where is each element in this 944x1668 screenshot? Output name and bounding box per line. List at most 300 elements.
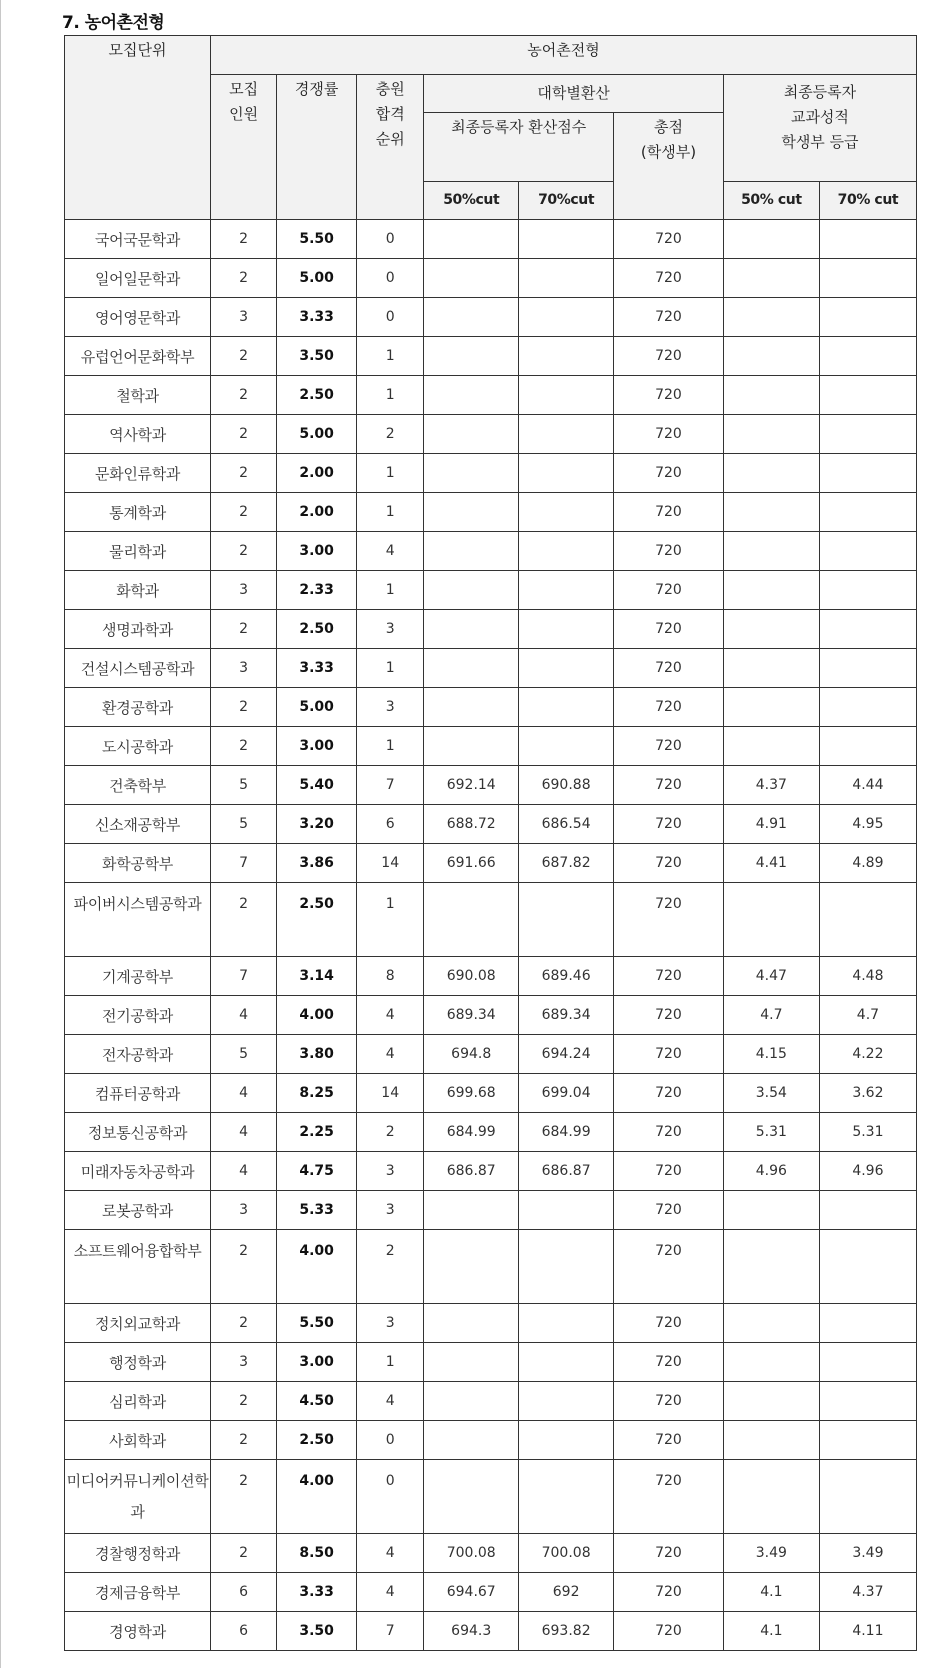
cell-grade-50: 4.41	[723, 844, 819, 883]
cell-grade-70: 4.89	[819, 844, 916, 883]
cell-score-50	[424, 1343, 519, 1382]
cell-score-50	[424, 298, 519, 337]
cell-score-70: 693.82	[519, 1612, 614, 1651]
cell-total: 720	[614, 1382, 724, 1421]
cell-grade-70	[819, 1230, 916, 1304]
cell-quota: 2	[211, 493, 277, 532]
cell-score-70	[519, 337, 614, 376]
cell-rate: 4.00	[277, 996, 357, 1035]
cell-score-50	[424, 649, 519, 688]
cell-score-70	[519, 1191, 614, 1230]
cell-total: 720	[614, 493, 724, 532]
cell-total: 720	[614, 1612, 724, 1651]
cell-quota: 2	[211, 1382, 277, 1421]
cell-quota: 2	[211, 1230, 277, 1304]
cell-quota: 3	[211, 649, 277, 688]
cell-score-50	[424, 571, 519, 610]
cell-total: 720	[614, 1035, 724, 1074]
cell-grade-70	[819, 1343, 916, 1382]
cell-grade-70	[819, 298, 916, 337]
table-row	[65, 1304, 917, 1343]
cell-total: 720	[614, 844, 724, 883]
cell-grade-70	[819, 883, 916, 957]
cell-grade-50: 4.15	[723, 1035, 819, 1074]
cell-fill-rank: 1	[357, 454, 424, 493]
cell-quota: 3	[211, 298, 277, 337]
cell-grade-70	[819, 532, 916, 571]
cell-fill-rank: 3	[357, 688, 424, 727]
cell-score-50	[424, 883, 519, 957]
cell-unit: 통계학과	[65, 493, 211, 532]
cell-rate: 5.40	[277, 766, 357, 805]
table-row	[65, 1035, 917, 1074]
cell-grade-50	[723, 649, 819, 688]
cell-quota: 4	[211, 1113, 277, 1152]
header-quota-line2: 인원	[229, 105, 259, 123]
cell-unit: 경제금융학부	[65, 1573, 211, 1612]
cell-fill-rank: 6	[357, 805, 424, 844]
table-row	[65, 337, 917, 376]
cell-total: 720	[614, 610, 724, 649]
cell-score-70	[519, 727, 614, 766]
cell-grade-70: 3.62	[819, 1074, 916, 1113]
cell-score-50: 691.66	[424, 844, 519, 883]
cell-grade-50: 5.31	[723, 1113, 819, 1152]
cell-unit: 파이버시스템공학과	[65, 883, 211, 957]
cell-score-70: 686.87	[519, 1152, 614, 1191]
cell-fill-rank: 0	[357, 1460, 424, 1534]
cell-total: 720	[614, 883, 724, 957]
cell-unit: 국어국문학과	[65, 220, 211, 259]
cell-total: 720	[614, 415, 724, 454]
cell-unit: 전자공학과	[65, 1035, 211, 1074]
cell-fill-rank: 1	[357, 883, 424, 957]
cell-grade-70	[819, 1382, 916, 1421]
cell-quota: 4	[211, 1152, 277, 1191]
cell-unit: 전기공학과	[65, 996, 211, 1035]
cell-score-50	[424, 688, 519, 727]
cell-total: 720	[614, 1230, 724, 1304]
cell-grade-70: 4.7	[819, 996, 916, 1035]
cell-grade-70	[819, 610, 916, 649]
cell-score-50	[424, 259, 519, 298]
cell-grade-50	[723, 259, 819, 298]
cell-quota: 2	[211, 220, 277, 259]
cell-grade-50	[723, 1230, 819, 1304]
cell-total: 720	[614, 1421, 724, 1460]
cell-fill-rank: 0	[357, 298, 424, 337]
cell-grade-70	[819, 1460, 916, 1534]
cell-rate: 2.33	[277, 571, 357, 610]
cell-grade-50	[723, 337, 819, 376]
cell-score-50	[424, 1382, 519, 1421]
cell-quota: 2	[211, 376, 277, 415]
cell-quota: 2	[211, 259, 277, 298]
header-grade-50: 50% cut	[723, 182, 819, 220]
cell-score-50: 699.68	[424, 1074, 519, 1113]
cell-total: 720	[614, 1152, 724, 1191]
cell-score-50: 689.34	[424, 996, 519, 1035]
cell-rate: 5.00	[277, 415, 357, 454]
cell-grade-50: 4.1	[723, 1573, 819, 1612]
header-quota	[211, 75, 277, 220]
table-row	[65, 1152, 917, 1191]
cell-grade-50	[723, 610, 819, 649]
cell-score-50: 684.99	[424, 1113, 519, 1152]
cell-grade-70	[819, 220, 916, 259]
cell-fill-rank: 3	[357, 610, 424, 649]
cell-total: 720	[614, 957, 724, 996]
table-row	[65, 1343, 917, 1382]
cell-score-50	[424, 1421, 519, 1460]
cell-score-70	[519, 415, 614, 454]
cell-score-50: 686.87	[424, 1152, 519, 1191]
cell-rate: 8.25	[277, 1074, 357, 1113]
cell-score-70	[519, 259, 614, 298]
cell-score-50	[424, 532, 519, 571]
cell-quota: 7	[211, 844, 277, 883]
header-fill-line1: 충원	[375, 80, 405, 98]
cell-rate: 3.14	[277, 957, 357, 996]
cell-rate: 3.80	[277, 1035, 357, 1074]
cell-fill-rank: 4	[357, 1382, 424, 1421]
cell-quota: 2	[211, 883, 277, 957]
table-row	[65, 1421, 917, 1460]
cell-fill-rank: 0	[357, 220, 424, 259]
cell-quota: 2	[211, 1304, 277, 1343]
cell-grade-70	[819, 259, 916, 298]
cell-score-70	[519, 1421, 614, 1460]
cell-grade-50	[723, 1382, 819, 1421]
cell-fill-rank: 3	[357, 1304, 424, 1343]
table-row	[65, 766, 917, 805]
cell-grade-50: 4.96	[723, 1152, 819, 1191]
cell-quota: 2	[211, 415, 277, 454]
header-track: 농어촌전형	[211, 36, 917, 75]
cell-rate: 4.75	[277, 1152, 357, 1191]
cell-total: 720	[614, 337, 724, 376]
cell-quota: 2	[211, 610, 277, 649]
cell-grade-70: 4.37	[819, 1573, 916, 1612]
cell-score-70	[519, 220, 614, 259]
cell-fill-rank: 14	[357, 1074, 424, 1113]
cell-score-50	[424, 376, 519, 415]
cell-grade-50	[723, 415, 819, 454]
cell-grade-70	[819, 727, 916, 766]
cell-total: 720	[614, 1343, 724, 1382]
cell-quota: 2	[211, 454, 277, 493]
cell-grade-50	[723, 1191, 819, 1230]
cell-unit: 미래자동차공학과	[65, 1152, 211, 1191]
cell-score-70	[519, 493, 614, 532]
cell-rate: 5.50	[277, 1304, 357, 1343]
cell-total: 720	[614, 298, 724, 337]
cell-score-70: 689.46	[519, 957, 614, 996]
cell-unit: 컴퓨터공학과	[65, 1074, 211, 1113]
table-row	[65, 996, 917, 1035]
cell-grade-50: 4.7	[723, 996, 819, 1035]
cell-score-70: 684.99	[519, 1113, 614, 1152]
cell-fill-rank: 2	[357, 415, 424, 454]
cell-grade-70: 3.49	[819, 1534, 916, 1573]
cell-score-70	[519, 376, 614, 415]
cell-rate: 3.33	[277, 649, 357, 688]
cell-grade-50: 4.37	[723, 766, 819, 805]
cell-score-70	[519, 1343, 614, 1382]
cell-total: 720	[614, 259, 724, 298]
header-fill-line3: 순위	[375, 130, 405, 148]
cell-unit: 정치외교학과	[65, 1304, 211, 1343]
header-final-score: 최종등록자 환산점수	[424, 113, 614, 182]
cell-fill-rank: 0	[357, 1421, 424, 1460]
cell-grade-50	[723, 883, 819, 957]
cell-score-70	[519, 298, 614, 337]
cell-fill-rank: 3	[357, 1152, 424, 1191]
cell-score-70: 689.34	[519, 996, 614, 1035]
cell-rate: 2.50	[277, 1421, 357, 1460]
cell-rate: 4.00	[277, 1230, 357, 1304]
cell-grade-50: 3.49	[723, 1534, 819, 1573]
cell-score-50: 688.72	[424, 805, 519, 844]
cell-rate: 2.50	[277, 376, 357, 415]
cell-grade-50	[723, 532, 819, 571]
cell-grade-70: 4.48	[819, 957, 916, 996]
cell-rate: 2.00	[277, 454, 357, 493]
table-row	[65, 1382, 917, 1421]
cell-fill-rank: 14	[357, 844, 424, 883]
cell-score-50: 694.67	[424, 1573, 519, 1612]
cell-quota: 2	[211, 688, 277, 727]
cell-unit: 화학과	[65, 571, 211, 610]
cell-score-50	[424, 1460, 519, 1534]
cell-quota: 3	[211, 1191, 277, 1230]
cell-quota: 5	[211, 766, 277, 805]
table-row	[65, 376, 917, 415]
cell-unit: 소프트웨어융합학부	[65, 1230, 211, 1304]
cell-rate: 3.00	[277, 532, 357, 571]
header-total-line2: (학생부)	[640, 143, 697, 161]
table-row	[65, 532, 917, 571]
cell-rate: 3.20	[277, 805, 357, 844]
cell-grade-50	[723, 1421, 819, 1460]
cell-fill-rank: 3	[357, 1191, 424, 1230]
cell-grade-70	[819, 571, 916, 610]
cell-rate: 2.25	[277, 1113, 357, 1152]
header-grade-line3: 학생부 등급	[781, 133, 859, 151]
table-row	[65, 220, 917, 259]
cell-rate: 3.33	[277, 1573, 357, 1612]
cell-fill-rank: 0	[357, 259, 424, 298]
cell-fill-rank: 7	[357, 766, 424, 805]
header-fill-line2: 합격	[375, 105, 405, 123]
cell-total: 720	[614, 805, 724, 844]
cell-fill-rank: 1	[357, 1343, 424, 1382]
cell-total: 720	[614, 532, 724, 571]
cell-total: 720	[614, 688, 724, 727]
cell-total: 720	[614, 766, 724, 805]
cell-unit: 미디어커뮤니케이션학과	[65, 1460, 211, 1534]
cell-unit: 철학과	[65, 376, 211, 415]
table-row	[65, 883, 917, 957]
table-row	[65, 844, 917, 883]
table-row	[65, 1191, 917, 1230]
cell-unit: 행정학과	[65, 1343, 211, 1382]
cell-score-50	[424, 493, 519, 532]
cell-fill-rank: 8	[357, 957, 424, 996]
cell-score-70	[519, 532, 614, 571]
cell-grade-50: 4.91	[723, 805, 819, 844]
cell-quota: 2	[211, 337, 277, 376]
cell-score-70	[519, 1460, 614, 1534]
cell-rate: 3.33	[277, 298, 357, 337]
cell-unit: 생명과학과	[65, 610, 211, 649]
cell-rate: 3.00	[277, 727, 357, 766]
cell-grade-70	[819, 376, 916, 415]
cell-grade-50	[723, 493, 819, 532]
cell-fill-rank: 4	[357, 1534, 424, 1573]
cell-score-50: 692.14	[424, 766, 519, 805]
cell-score-50	[424, 454, 519, 493]
cell-grade-50	[723, 688, 819, 727]
cell-grade-50	[723, 454, 819, 493]
header-total-line1: 총점	[653, 118, 683, 136]
table-row	[65, 415, 917, 454]
table-row	[65, 571, 917, 610]
cell-grade-70: 5.31	[819, 1113, 916, 1152]
cell-grade-50	[723, 220, 819, 259]
header-unit: 모집단위	[65, 36, 211, 220]
table-row	[65, 298, 917, 337]
cell-score-70	[519, 571, 614, 610]
cell-grade-70	[819, 415, 916, 454]
cell-grade-50: 3.54	[723, 1074, 819, 1113]
cell-grade-50	[723, 1304, 819, 1343]
cell-score-70: 692	[519, 1573, 614, 1612]
cell-total: 720	[614, 1191, 724, 1230]
cell-grade-50	[723, 571, 819, 610]
cell-grade-70	[819, 1421, 916, 1460]
cell-total: 720	[614, 220, 724, 259]
cell-fill-rank: 2	[357, 1113, 424, 1152]
cell-score-70: 690.88	[519, 766, 614, 805]
header-rate: 경쟁률	[277, 75, 357, 220]
table-row	[65, 259, 917, 298]
cell-fill-rank: 4	[357, 996, 424, 1035]
cell-total: 720	[614, 1534, 724, 1573]
cell-quota: 3	[211, 571, 277, 610]
table-row	[65, 1113, 917, 1152]
cell-total: 720	[614, 727, 724, 766]
cell-total: 720	[614, 376, 724, 415]
cell-total: 720	[614, 1573, 724, 1612]
table-row	[65, 1612, 917, 1651]
cell-quota: 4	[211, 1074, 277, 1113]
table-row	[65, 1534, 917, 1573]
cell-rate: 4.50	[277, 1382, 357, 1421]
cell-quota: 2	[211, 1460, 277, 1534]
header-score-50: 50%cut	[424, 182, 519, 220]
cell-score-70	[519, 688, 614, 727]
header-quota-line1: 모집	[229, 80, 259, 98]
header-score-70: 70%cut	[519, 182, 614, 220]
cell-score-50: 694.3	[424, 1612, 519, 1651]
cell-score-70: 694.24	[519, 1035, 614, 1074]
cell-fill-rank: 1	[357, 376, 424, 415]
cell-fill-rank: 7	[357, 1612, 424, 1651]
table-row	[65, 1074, 917, 1113]
cell-unit: 신소재공학부	[65, 805, 211, 844]
cell-score-50	[424, 1230, 519, 1304]
cell-grade-70	[819, 454, 916, 493]
cell-rate: 5.00	[277, 688, 357, 727]
cell-total: 720	[614, 454, 724, 493]
cell-fill-rank: 4	[357, 1573, 424, 1612]
cell-unit: 유럽언어문화학부	[65, 337, 211, 376]
cell-grade-70: 4.11	[819, 1612, 916, 1651]
cell-quota: 2	[211, 1534, 277, 1573]
cell-unit: 화학공학부	[65, 844, 211, 883]
cell-total: 720	[614, 996, 724, 1035]
cell-unit: 도시공학과	[65, 727, 211, 766]
cell-fill-rank: 1	[357, 493, 424, 532]
cell-quota: 2	[211, 727, 277, 766]
cell-score-70	[519, 1304, 614, 1343]
table-row	[65, 493, 917, 532]
cell-unit: 영어영문학과	[65, 298, 211, 337]
cell-total: 720	[614, 1113, 724, 1152]
cell-grade-50	[723, 376, 819, 415]
cell-unit: 환경공학과	[65, 688, 211, 727]
cell-quota: 3	[211, 1343, 277, 1382]
cell-score-50	[424, 727, 519, 766]
table-row	[65, 957, 917, 996]
cell-quota: 5	[211, 805, 277, 844]
cell-unit: 문화인류학과	[65, 454, 211, 493]
cell-unit: 건설시스템공학과	[65, 649, 211, 688]
cell-rate: 3.86	[277, 844, 357, 883]
cell-score-70	[519, 883, 614, 957]
cell-rate: 5.50	[277, 220, 357, 259]
cell-total: 720	[614, 1304, 724, 1343]
cell-rate: 3.50	[277, 337, 357, 376]
cell-grade-50	[723, 1343, 819, 1382]
cell-score-70	[519, 454, 614, 493]
header-grade-70: 70% cut	[819, 182, 916, 220]
cell-unit: 정보통신공학과	[65, 1113, 211, 1152]
cell-fill-rank: 4	[357, 1035, 424, 1074]
cell-unit: 일어일문학과	[65, 259, 211, 298]
cell-quota: 4	[211, 996, 277, 1035]
cell-unit: 사회학과	[65, 1421, 211, 1460]
cell-score-70	[519, 1382, 614, 1421]
admission-results-table	[64, 35, 917, 1651]
cell-grade-50	[723, 727, 819, 766]
cell-score-70	[519, 1230, 614, 1304]
cell-rate: 5.00	[277, 259, 357, 298]
cell-grade-50: 4.47	[723, 957, 819, 996]
cell-quota: 5	[211, 1035, 277, 1074]
cell-grade-70: 4.95	[819, 805, 916, 844]
table-row	[65, 1573, 917, 1612]
cell-grade-70: 4.96	[819, 1152, 916, 1191]
cell-rate: 8.50	[277, 1534, 357, 1573]
header-conversion: 대학별환산	[424, 75, 724, 113]
cell-score-50	[424, 1304, 519, 1343]
cell-rate: 5.33	[277, 1191, 357, 1230]
cell-grade-70: 4.44	[819, 766, 916, 805]
cell-total: 720	[614, 649, 724, 688]
cell-score-50: 694.8	[424, 1035, 519, 1074]
